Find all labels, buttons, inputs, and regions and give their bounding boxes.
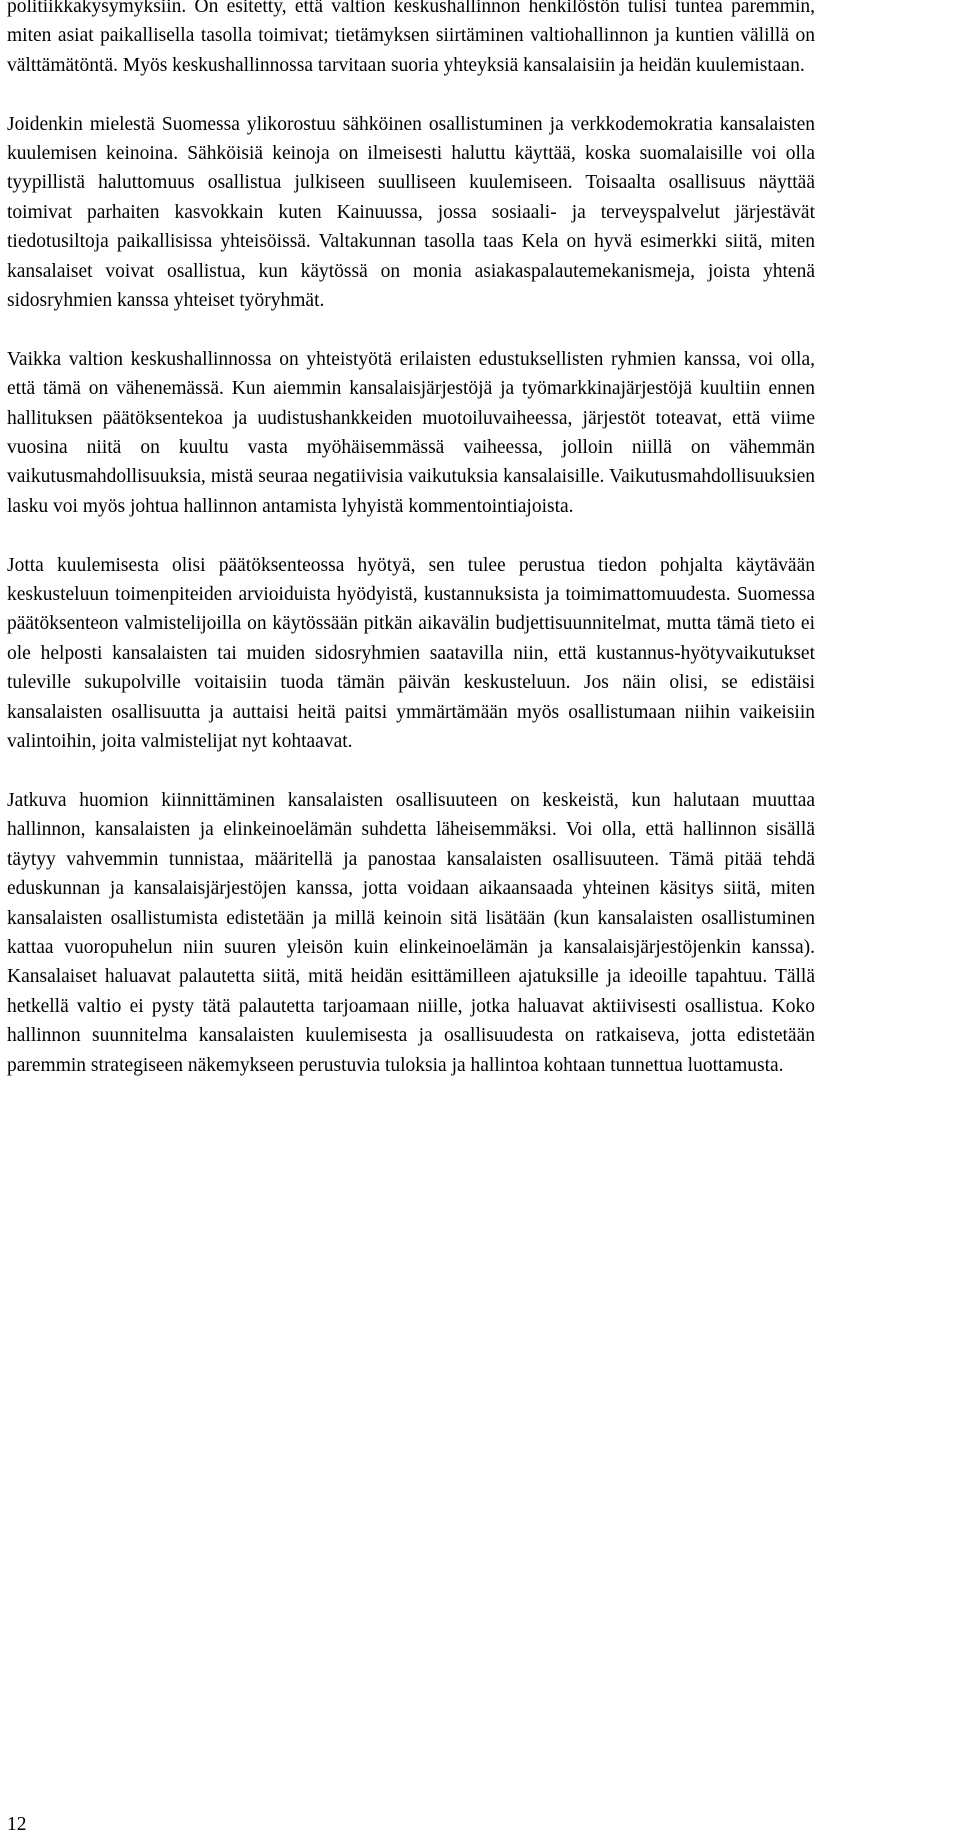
page-number: 12 [7, 1814, 27, 1835]
paragraph-4: Jotta kuulemisesta olisi päätöksenteossa hyötyä, sen tulee perustua tiedon pohjalta käytävään keskusteluun toimenpiteiden arvioiduista hyödyistä, kustannuksista ja toimimattomuudesta. Suomessa päätöksenteon valmistelijoilla on käytössään pitkän aikavälin budjettisuunnitelmat, mutta tämä tieto ei ole helposti kansalaisten tai muiden sidosryhmien saatavilla niin, että kustannus-hyötyvaikutukset tuleville sukupolville voitaisiin tuoda tämän päivän keskusteluun. Jos näin olisi, se edistäisi kansalaisten osallisuutta ja auttaisi heitä paitsi ymmärtämään myös osallistumaan niihin vaikeisiin valintoihin, joita valmistelijat nyt kohtaavat. [7, 554, 815, 753]
paragraph-5: Jatkuva huomion kiinnittäminen kansalaisten osallisuuteen on keskeistä, kun halutaan muuttaa hallinnon, kansalaisten ja elinkeinoelämän suhdetta läheisemmäksi. Voi olla, että hallinnon sisällä täytyy vahvemmin tunnistaa, määritellä ja panostaa kansalaisten osallisuuteen. Tämä pitää tehdä eduskunnan ja kansalaisjärjestöjen kanssa, jotta voidaan aikaansaada yhteinen käsitys siitä, miten kansalaisten osallistumista edistetään ja millä keinoin sitä lisätään (kun kansalaisten osallistuminen kattaa vuoropuhelun niin suuren yleisön kuin elinkeinoelämän ja kansalaisjärjestöjenkin kanssa). Kansalaiset haluavat palautetta siitä, mitä heidän esittämilleen ajatuksille ja ideoille tapahtuu. Tällä hetkellä valtio ei pysty tätä palautetta tarjoamaan niille, jotka haluavat aktiivisesti osallistua. Koko hallinnon suunnitelma kansalaisten kuulemisesta ja osallisuudesta on ratkaiseva, jotta edistetään paremmin strategiseen näkemykseen perustuvia tuloksia ja hallintoa kohtaan tunnettua luottamusta. [7, 789, 815, 1076]
paragraph-3: Vaikka valtion keskushallinnossa on yhteistyötä erilaisten edustuksellisten ryhmien kanssa, voi olla, että tämä on vähenemässä. Kun aiemmin kansalaisjärjestöjä ja työmarkkinajärjestöjä kuultiin ennen hallituksen päätöksentekoa ja uudistushankkeiden muotoiluvaiheessa, järjestöt toteavat, että viime vuosina niitä on kuultu vasta myöhäisemmässä vaiheessa, jolloin niillä on vähemmän vaikutusmahdollisuuksia, mistä seuraa negatiivisia vaikutuksia kansalaisille. Vaikutusmahdollisuuksien lasku voi myös johtua hallinnon antamista lyhyistä kommentointiajoista. [7, 348, 815, 517]
body-text [7, 0, 815, 1080]
paragraph-2: Joidenkin mielestä Suomessa ylikorostuu sähköinen osallistuminen ja verkkodemokratia kansalaisten kuulemisen keinoina. Sähköisiä keinoja on ilmeisesti haluttu käyttää, koska suomalaisille voi olla tyypillistä haluttomuus osallistua julkiseen suulliseen kuulemiseen. Toisaalta osallisuus näyttää toimivat parhaiten kasvokkain kuten Kainuussa, jossa sosiaali- ja terveyspalvelut järjestävät tiedotusiltoja paikallisissa yhteisöissä. Valtakunnan tasolla taas Kela on hyvä esimerkki siitä, miten kansalaiset voivat osallistua, kun käytössä on monia asiakaspalautemekanismeja, joista yhtenä sidosryhmien kanssa yhteiset työryhmät. [7, 113, 815, 312]
paragraph-1: politiikkakysymyksiin. On esitetty, että valtion keskushallinnon henkilöstön tulisi tuntea paremmin, miten asiat paikallisella tasolla toimivat; tietämyksen siirtäminen valtiohallinnon ja kuntien välillä on välttämätöntä. Myös keskushallinnossa tarvitaan suoria yhteyksiä kansalaisiin ja heidän kuulemistaan. [7, 0, 815, 76]
